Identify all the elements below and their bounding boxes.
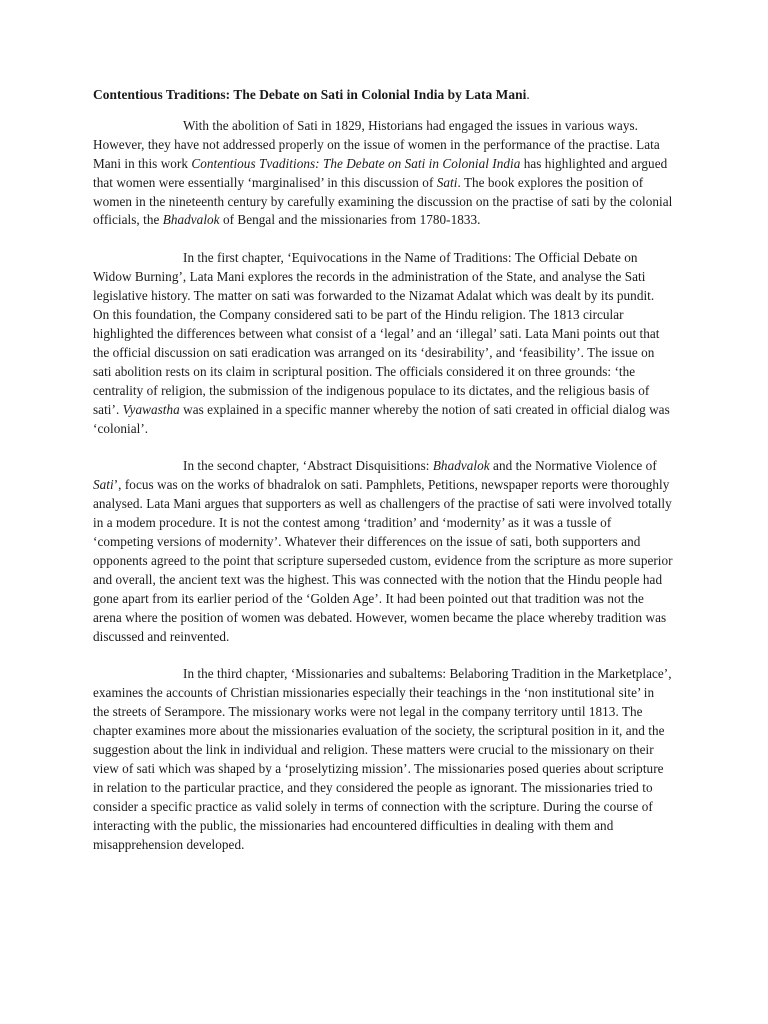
paragraph-text: With the abolition of Sati in 1829, Historians had engaged the issues in various ways. However, they have not addressed properly on the issue of women in the performance of the practise. Lata Mani in this work xyxy=(93,117,660,171)
document-body xyxy=(93,86,673,855)
italic-text: Contentious Tvaditions: The Debate on Sati in Colonial India xyxy=(191,155,521,171)
italic-text: Sati xyxy=(436,174,458,190)
paragraph-text: has highlighted and argued that women were essentially ‘marginalised’ in this discussion of xyxy=(93,155,668,190)
italic-text: Vyawastha xyxy=(122,401,180,417)
italic-text: Sati xyxy=(93,477,114,493)
paragraph-chapter-three xyxy=(93,665,673,854)
paragraph-text: In the second chapter, ‘Abstract Disquisitions: xyxy=(183,458,433,474)
italic-text: Bhadvalok xyxy=(162,212,220,228)
italic-text: Bhadvalok xyxy=(432,458,490,474)
paragraph-chapter-two xyxy=(93,457,673,646)
paragraph-chapter-one xyxy=(93,249,673,438)
paragraph-text: was explained in a specific manner whereby the notion of sati created in official dialog was ‘colonial’. xyxy=(93,401,670,436)
paragraph-text: In the third chapter, ‘Missionaries and subaltems: Belaboring Tradition in the Marketplace’, examines the accounts of Christian missionaries especially their teachings in the ‘non institutional site’ in the streets of Serampore. The missionary works were not legal in the company territory until 1813. The chapter examines more about the missionaries evaluation of the society, the scriptural position in it, and the suggestion about the link in individual and religion. These matters were crucial to the missionary on their view of sati which was shaped by a ‘proselytizing mission’. The missionaries posed queries about scripture in relation to the particular practice, and they considered the people as ignorant. The missionaries tried to consider a specific practice as valid solely in terms of connection with the scripture. During the course of interacting with the public, the missionaries had encountered difficulties in dealing with them and misapprehension developed. xyxy=(93,666,672,852)
document-title-text: Contentious Traditions: The Debate on Sati in Colonial India by Lata Mani xyxy=(93,87,527,102)
document-title-period: . xyxy=(526,87,530,102)
paragraph-text: ’, focus was on the works of bhadralok on sati. Pamphlets, Petitions, newspaper reports were thoroughly analysed. Lata Mani argues that supporters as well as challengers of the practise of sati were involved totally in a modem procedure. It is not the contest among ‘tradition’ and ‘modernity’ as it was a tussle of ‘competing versions of modernity’. Whatever their differences on the issue of sati, both supporters and opponents agreed to the point that scripture superseded custom, evidence from the scripture as more superior and overall, the ancient text was the highest. This was connected with the notion that the Hindu people had gone apart from its earlier period of the ‘Golden Age’. It had been pointed out that tradition was not the arena where the position of women was debated. However, women became the place whereby tradition was discussed and reinvented. xyxy=(93,477,673,644)
paragraph-text: of Bengal and the missionaries from 1780-1833. xyxy=(219,212,481,228)
paragraph-text: In the first chapter, ‘Equivocations in the Name of Traditions: The Official Debate on Widow Burning’, Lata Mani explores the records in the administration of the State, and analyse the Sati legislative history. The matter on sati was forwarded to the Nizamat Adalat which was dealt by its pundit. On this foundation, the Company considered sati to be part of the Hindu religion. The 1813 circular highlighted the differences between what consist of a ‘legal’ and an ‘illegal’ sati. Lata Mani points out that the official discussion on sati eradication was arranged on its ‘desirability’, and ‘feasibility’. The issue on sati abolition rests on its claim in scriptural position. The officials considered it on three grounds: ‘the centrality of religion, the submission of the indigenous populace to its dictates, and the religious basis of sati’. xyxy=(93,250,660,417)
paragraph-intro xyxy=(93,117,673,230)
paragraph-text: . The book explores the position of women in the nineteenth century by carefully examining the discussion on the practise of sati by the colonial officials, the xyxy=(93,174,673,228)
document-title xyxy=(93,86,673,105)
paragraph-text: and the Normative Violence of xyxy=(489,458,657,474)
